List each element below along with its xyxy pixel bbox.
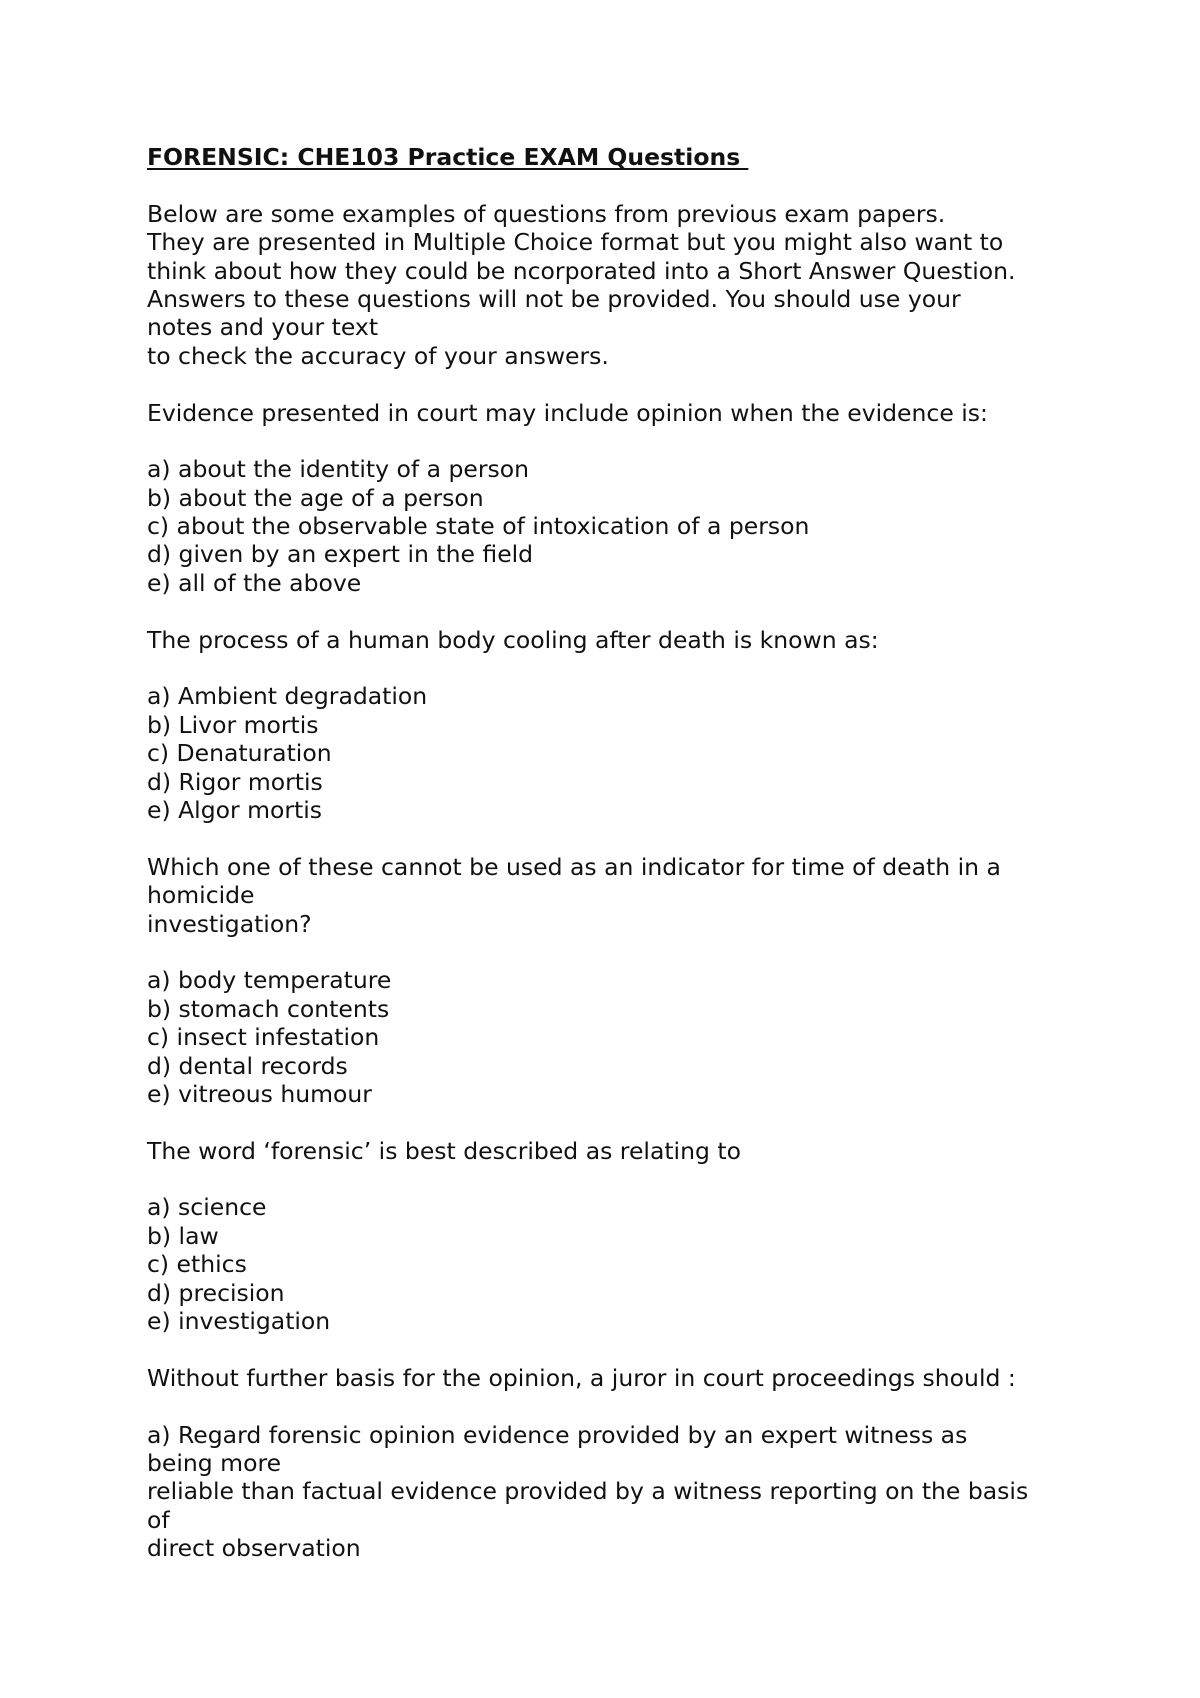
question-4 <box>147 1137 1120 1336</box>
spacer <box>147 370 1120 398</box>
spacer <box>147 1392 1120 1420</box>
page-title: FORENSIC: CHE103 Practice EXAM Questions <box>147 143 749 171</box>
spacer <box>147 938 1120 966</box>
spacer <box>147 1108 1120 1136</box>
intro-line: to check the accuracy of your answers. <box>147 341 609 370</box>
answer-option: reliable than factual evidence provided by a witness reporting on the basis <box>147 1477 1029 1506</box>
question-5 <box>147 1364 1120 1563</box>
answer-option: direct observation <box>147 1534 361 1563</box>
answer-option: b) law <box>147 1221 219 1250</box>
answer-option: a) body temperature <box>147 966 392 995</box>
spacer <box>147 654 1120 682</box>
answer-option: d) dental records <box>147 1051 348 1080</box>
answer-option: a) Regard forensic opinion evidence provided by an expert witness as <box>147 1420 968 1449</box>
answer-option: e) Algor mortis <box>147 795 323 824</box>
question-stem: The process of a human body cooling after death is known as: <box>147 625 879 654</box>
answer-option: b) about the age of a person <box>147 483 484 512</box>
spacer <box>147 427 1120 455</box>
question-stem: Without further basis for the opinion, a juror in court proceedings should : <box>147 1363 1016 1392</box>
answer-option: e) vitreous humour <box>147 1079 372 1108</box>
question-stem: The word ‘forensic’ is best described as relating to <box>147 1136 741 1165</box>
answer-option: being more <box>147 1448 282 1477</box>
question-stem: Which one of these cannot be used as an indicator for time of death in a <box>147 852 1001 881</box>
question-stem: investigation? <box>147 909 312 938</box>
answer-option: b) stomach contents <box>147 994 390 1023</box>
question-stem: homicide <box>147 881 255 910</box>
answer-option: d) Rigor mortis <box>147 767 323 796</box>
intro-line: Answers to these questions will not be provided. You should use your <box>147 284 961 313</box>
spacer <box>147 824 1120 852</box>
spacer <box>147 597 1120 625</box>
spacer <box>147 1335 1120 1363</box>
intro-line: think about how they could be ncorporated into a Short Answer Question. <box>147 256 1016 285</box>
answer-option: d) precision <box>147 1278 285 1307</box>
answer-option: b) Livor mortis <box>147 710 319 739</box>
answer-option: a) Ambient degradation <box>147 682 428 711</box>
intro-paragraph <box>147 200 1120 370</box>
answer-option: a) science <box>147 1193 267 1222</box>
question-1 <box>147 399 1120 598</box>
answer-option: e) investigation <box>147 1307 331 1336</box>
spacer <box>147 1165 1120 1193</box>
answer-option: d) given by an expert in the field <box>147 540 534 569</box>
answer-option: e) all of the above <box>147 568 362 597</box>
question-2 <box>147 626 1120 825</box>
answer-option: c) about the observable state of intoxication of a person <box>147 512 810 541</box>
answer-option: a) about the identity of a person <box>147 455 530 484</box>
question-3 <box>147 853 1120 1109</box>
answer-option: c) insect infestation <box>147 1023 380 1052</box>
answer-option: of <box>147 1505 170 1534</box>
answer-option: c) ethics <box>147 1250 247 1279</box>
question-stem: Evidence presented in court may include opinion when the evidence is: <box>147 398 988 427</box>
spacer <box>147 171 1120 199</box>
answer-option: c) Denaturation <box>147 739 332 768</box>
intro-line: notes and your text <box>147 313 379 342</box>
intro-line: Below are some examples of questions from previous exam papers. <box>147 199 946 228</box>
intro-line: They are presented in Multiple Choice format but you might also want to <box>147 228 1004 257</box>
